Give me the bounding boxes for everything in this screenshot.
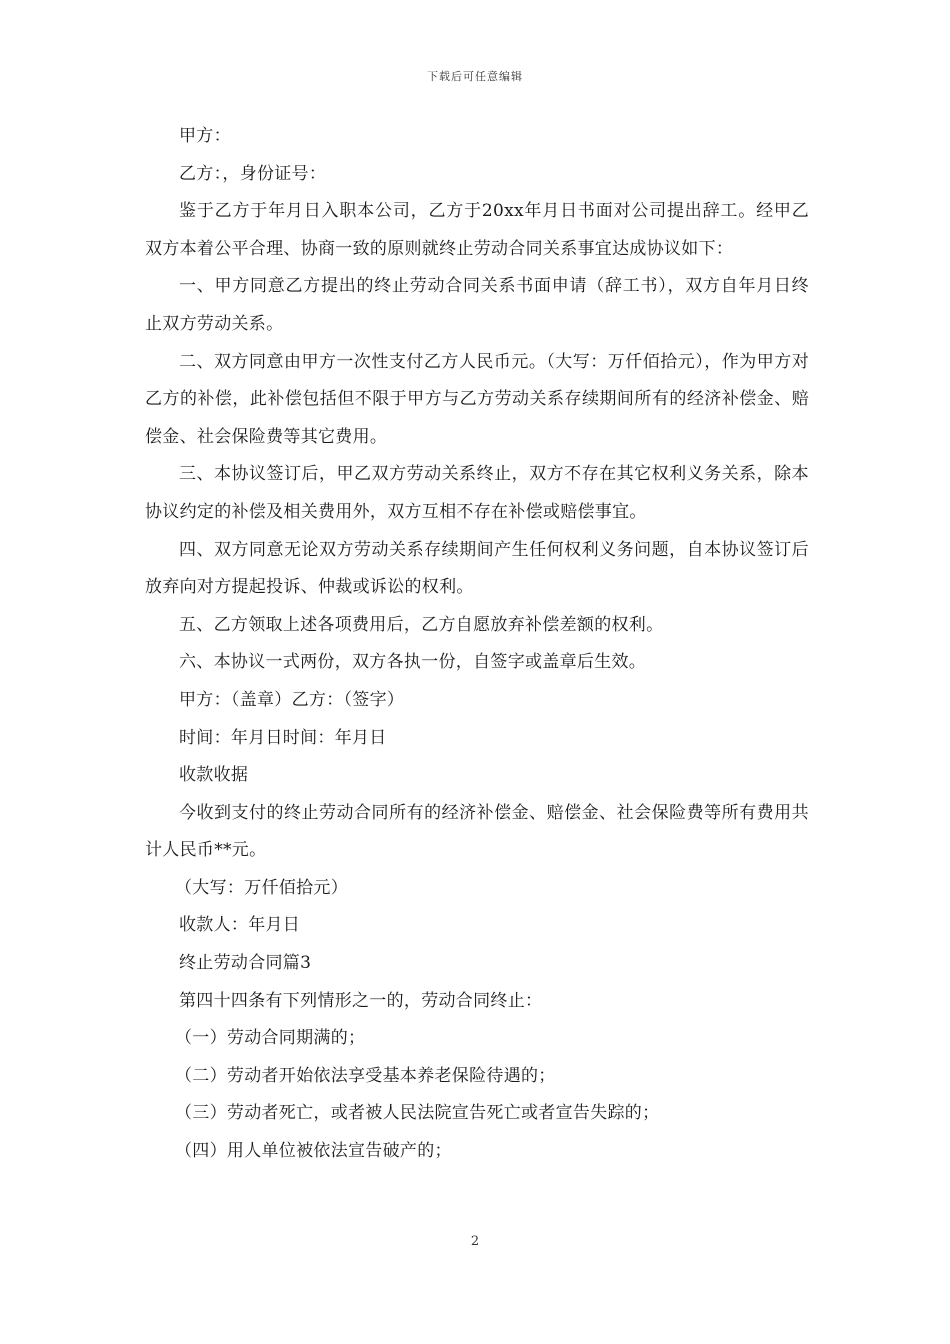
receipt-payee: 收款人：年月日 [179, 915, 301, 936]
termination-item-1: （一）劳动合同期满的； [175, 1028, 366, 1049]
page-number: 2 [470, 1234, 480, 1249]
article-44: 第四十四条有下列情形之一的，劳动合同终止： [179, 990, 543, 1011]
document-body [145, 118, 809, 1171]
clause-2: 二、双方同意由甲方一次性支付乙方人民币元。（大写：万仟佰拾元），作为甲方对乙方的补偿，此补偿包括但不限于甲方与乙方劳动关系存续期间所有的经济补偿金、赔偿金、社会保险费等其它费用。 [145, 351, 809, 447]
page-header: 下载后可任意编辑 [427, 70, 523, 83]
preamble-paragraph: 鉴于乙方于年月日入职本公司，乙方于20xx年月日书面对公司提出辞工。经甲乙双方本着公平合理、协商一致的原则就终止劳动合同关系事宜达成协议如下： [145, 201, 809, 259]
receipt-amount-words: （大写：万仟佰拾元） [175, 877, 348, 898]
date-line: 时间：年月日时间：年月日 [179, 727, 387, 748]
receipt-body: 今收到支付的终止劳动合同所有的经济补偿金、赔偿金、社会保险费等所有费用共计人民币**元。 [145, 802, 809, 861]
clause-5: 五、乙方领取上述各项费用后，乙方自愿放弃补偿差额的权利。 [179, 614, 664, 635]
clause-6: 六、本协议一式两份，双方各执一份，自签字或盖章后生效。 [179, 652, 647, 673]
signature-line: 甲方：（盖章）乙方：（签字） [179, 689, 405, 710]
party-a-line: 甲方： [179, 126, 231, 146]
receipt-title: 收款收据 [179, 765, 249, 786]
clause-4: 四、双方同意无论双方劳动关系存续期间产生任何权利义务问题，自本协议签订后放弃向对方提起投诉、仲裁或诉讼的权利。 [145, 539, 809, 598]
termination-item-3: （三）劳动者死亡，或者被人民法院宣告死亡或者宣告失踪的； [175, 1103, 660, 1124]
clause-3: 三、本协议签订后，甲乙双方劳动关系终止，双方不存在其它权利义务关系，除本协议约定的补偿及相关费用外，双方互相不存在补偿或赔偿事宜。 [145, 464, 809, 522]
clause-1: 一、甲方同意乙方提出的终止劳动合同关系书面申请（辞工书），双方自年月日终止双方劳动关系。 [145, 276, 809, 334]
termination-item-4: （四）用人单位被依法宣告破产的； [175, 1141, 452, 1162]
party-b-line: 乙方：，身份证号： [179, 163, 327, 184]
section-title: 终止劳动合同篇3 [179, 953, 312, 974]
termination-item-2: （二）劳动者开始依法享受基本养老保险待遇的； [175, 1065, 556, 1086]
